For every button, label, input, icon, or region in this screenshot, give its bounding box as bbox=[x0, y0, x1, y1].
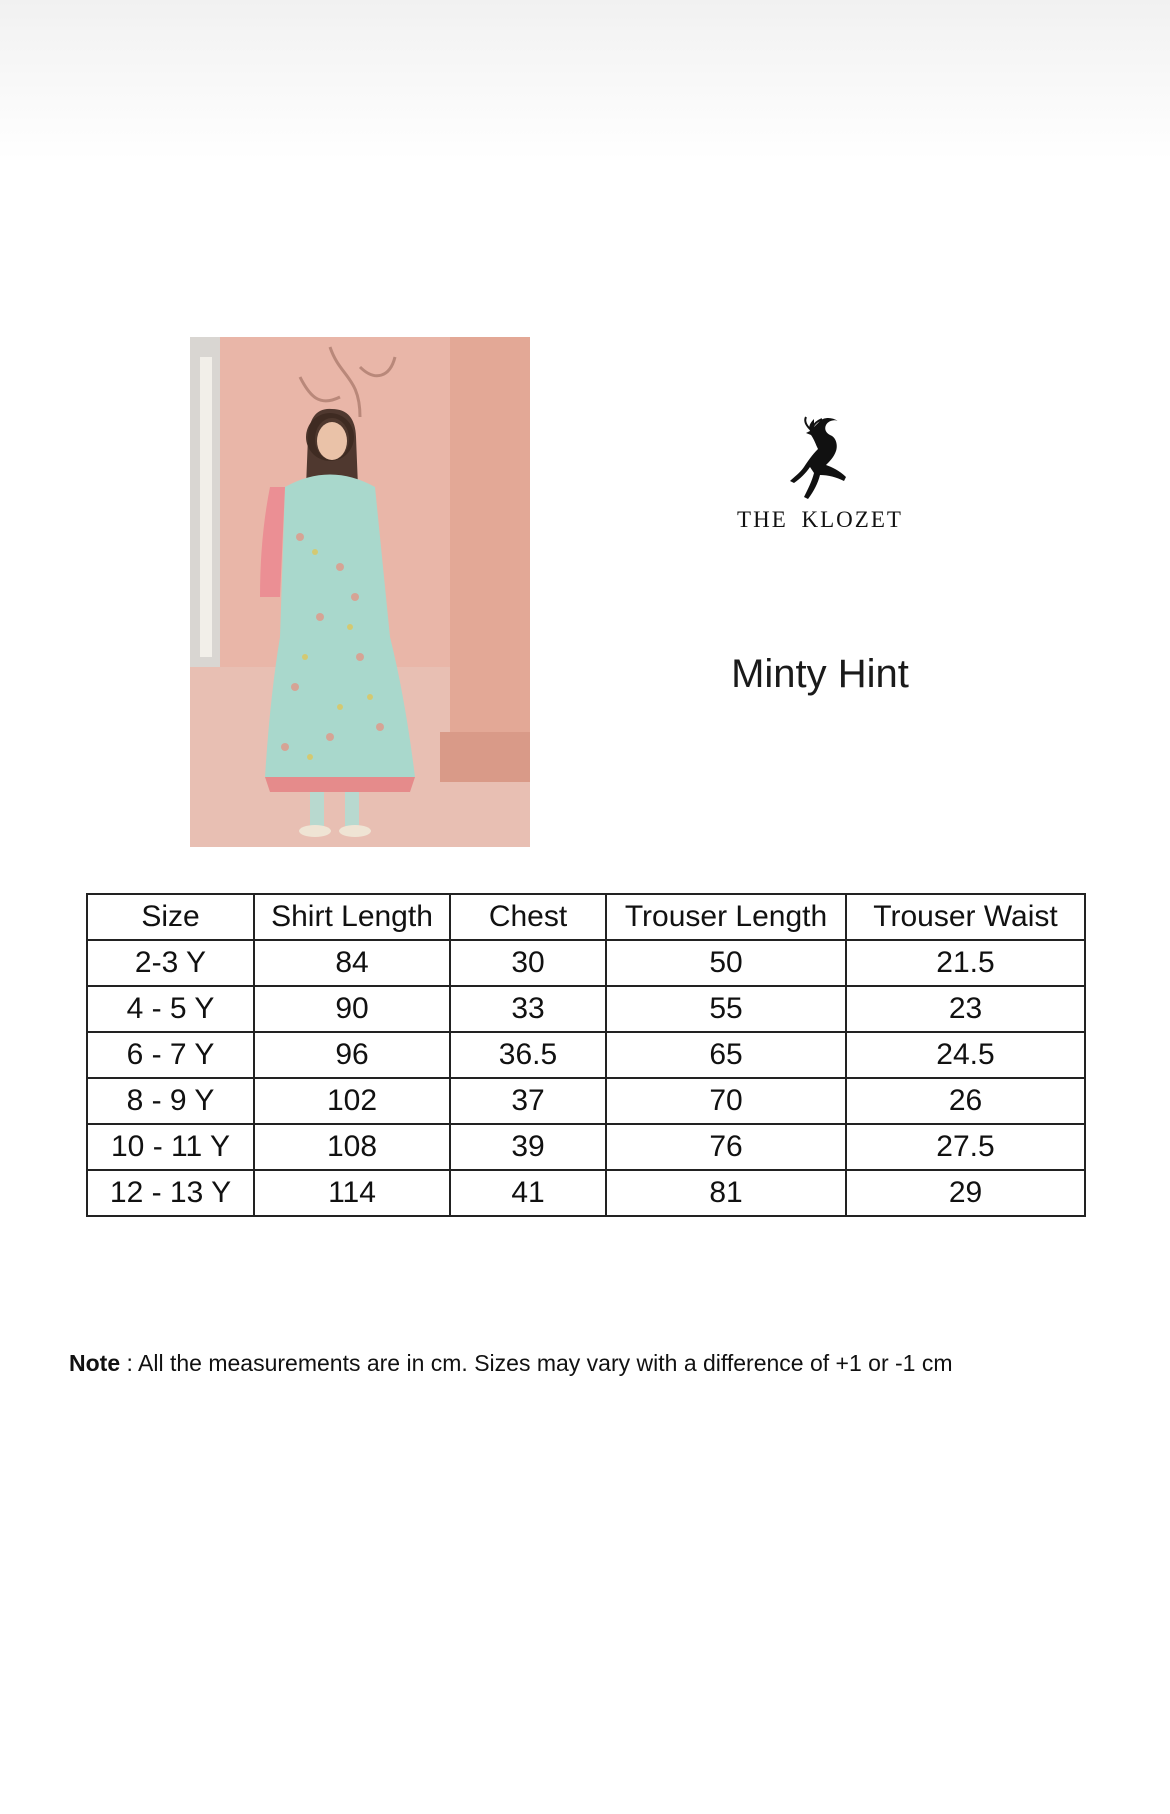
cell-chest: 41 bbox=[450, 1170, 606, 1216]
cell-trouser-length: 55 bbox=[606, 986, 846, 1032]
column-header-trouser-length: Trouser Length bbox=[606, 894, 846, 940]
brand-name: THE KLOZET bbox=[737, 507, 903, 532]
column-header-chest: Chest bbox=[450, 894, 606, 940]
cell-trouser-waist: 29 bbox=[846, 1170, 1085, 1216]
cell-shirt-length: 114 bbox=[254, 1170, 450, 1216]
cell-shirt-length: 84 bbox=[254, 940, 450, 986]
cell-trouser-length: 50 bbox=[606, 940, 846, 986]
cell-size: 12 - 13 Y bbox=[87, 1170, 254, 1216]
cell-shirt-length: 96 bbox=[254, 1032, 450, 1078]
cell-chest: 37 bbox=[450, 1078, 606, 1124]
table-row bbox=[87, 1124, 1085, 1170]
cell-size: 4 - 5 Y bbox=[87, 986, 254, 1032]
cell-trouser-length: 76 bbox=[606, 1124, 846, 1170]
cell-trouser-length: 70 bbox=[606, 1078, 846, 1124]
column-header-trouser-waist: Trouser Waist bbox=[846, 894, 1085, 940]
cell-chest: 30 bbox=[450, 940, 606, 986]
model-photo-image bbox=[190, 337, 530, 847]
table-row bbox=[87, 940, 1085, 986]
note-label: Note bbox=[69, 1350, 121, 1376]
cell-trouser-waist: 24.5 bbox=[846, 1032, 1085, 1078]
column-header-shirt-length: Shirt Length bbox=[254, 894, 450, 940]
brand-logo bbox=[720, 415, 920, 535]
measurement-note bbox=[69, 1350, 1119, 1377]
cell-size: 10 - 11 Y bbox=[87, 1124, 254, 1170]
table-row bbox=[87, 1078, 1085, 1124]
table-row bbox=[87, 986, 1085, 1032]
table-row bbox=[87, 1032, 1085, 1078]
cell-size: 2-3 Y bbox=[87, 940, 254, 986]
cell-trouser-waist: 27.5 bbox=[846, 1124, 1085, 1170]
cell-size: 6 - 7 Y bbox=[87, 1032, 254, 1078]
cell-chest: 33 bbox=[450, 986, 606, 1032]
column-header-size: Size bbox=[87, 894, 254, 940]
note-text: : All the measurements are in cm. Sizes may vary with a difference of +1 or -1 cm bbox=[120, 1350, 953, 1376]
cell-trouser-length: 81 bbox=[606, 1170, 846, 1216]
size-chart-table bbox=[86, 893, 1086, 1217]
cell-size: 8 - 9 Y bbox=[87, 1078, 254, 1124]
cell-shirt-length: 90 bbox=[254, 986, 450, 1032]
cell-chest: 36.5 bbox=[450, 1032, 606, 1078]
cell-trouser-length: 65 bbox=[606, 1032, 846, 1078]
cell-shirt-length: 108 bbox=[254, 1124, 450, 1170]
cell-trouser-waist: 21.5 bbox=[846, 940, 1085, 986]
table-header-row bbox=[87, 894, 1085, 940]
table-row bbox=[87, 1170, 1085, 1216]
cell-chest: 39 bbox=[450, 1124, 606, 1170]
leaping-deer-logo-icon bbox=[784, 415, 856, 503]
cell-trouser-waist: 26 bbox=[846, 1078, 1085, 1124]
cell-trouser-waist: 23 bbox=[846, 986, 1085, 1032]
top-fade-band bbox=[0, 0, 1170, 160]
cell-shirt-length: 102 bbox=[254, 1078, 450, 1124]
product-title: Minty Hint bbox=[731, 652, 909, 696]
